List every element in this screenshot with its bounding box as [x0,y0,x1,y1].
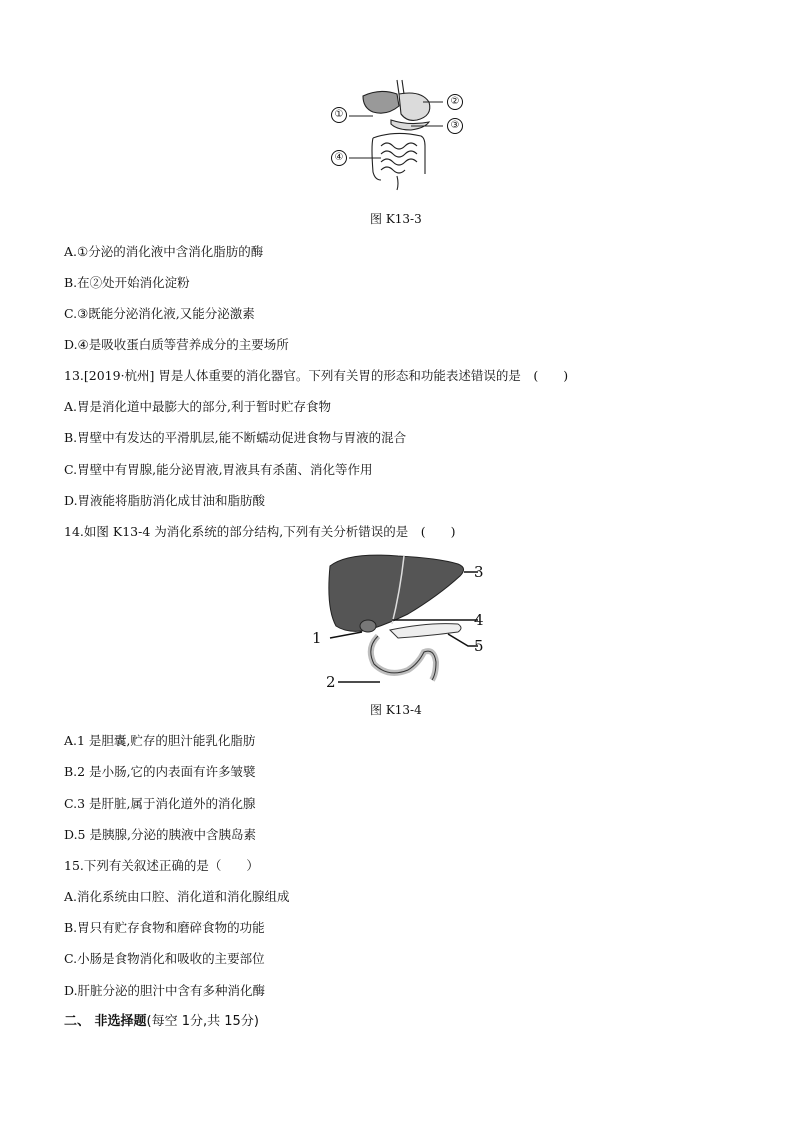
label-4: 4 [474,611,484,629]
q14-stem: 14.如图 K13-4 为消化系统的部分结构,下列有关分析错误的是 ( ) [64,524,456,539]
label-3: ③ [447,118,463,134]
section-2-note: (每空 1分,共 15分) [146,1014,259,1029]
label-4: ④ [331,150,347,166]
q13-option-b: B.胃壁中有发达的平滑肌层,能不断蠕动促进食物与胃液的混合 [64,430,407,445]
q13-option-d: D.胃液能将脂肪消化成甘油和脂肪酸 [64,493,266,508]
q12-option-a: A.①分泌的消化液中含消化脂肪的酶 [64,244,264,259]
q14-option-d: D.5 是胰腺,分泌的胰液中含胰岛素 [64,827,256,842]
q13-option-a: A.胃是消化道中最膨大的部分,利于暂时贮存食物 [64,399,331,414]
q14-option-a: A.1 是胆囊,贮存的胆汁能乳化脂肪 [64,733,256,748]
q12-option-c: C.③既能分泌消化液,又能分泌激素 [64,306,255,321]
q14-option-b: B.2 是小肠,它的内表面有许多皱襞 [64,764,256,779]
q12-option-d: D.④是吸收蛋白质等营养成分的主要场所 [64,337,289,352]
label-5: 5 [474,637,484,655]
q15-option-b: B.胃只有贮存食物和磨碎食物的功能 [64,920,265,935]
label-1: 1 [312,629,322,647]
q15-option-d: D.肝脏分泌的胆汁中含有多种消化酶 [64,983,266,998]
liver-pancreas-diagram [308,552,488,692]
figure-k13-4 [308,552,488,692]
label-2: 2 [326,673,336,691]
section-2-title: 二、 非选择题 [64,1014,147,1029]
label-1: ① [331,107,347,123]
label-2: ② [447,94,463,110]
q15-option-a: A.消化系统由口腔、消化道和消化腺组成 [64,889,290,904]
section-2-heading [64,1014,259,1030]
q12-option-b: B.在②处开始消化淀粉 [64,275,190,290]
q13-stem: 13.[2019·杭州] 胃是人体重要的消化器官。下列有关胃的形态和功能表述错误的是 ( ) [64,368,569,383]
figure-k13-3-caption: 图 K13-3 [370,212,422,226]
q15-option-c: C.小肠是食物消化和吸收的主要部位 [64,951,265,966]
figure-k13-3 [325,76,475,196]
figure-k13-4-caption: 图 K13-4 [370,703,422,717]
q13-option-c: C.胃壁中有胃腺,能分泌胃液,胃液具有杀菌、消化等作用 [64,462,373,477]
label-3: 3 [474,563,484,581]
q14-option-c: C.3 是肝脏,属于消化道外的消化腺 [64,796,256,811]
q15-stem: 15.下列有关叙述正确的是（ ） [64,858,259,873]
